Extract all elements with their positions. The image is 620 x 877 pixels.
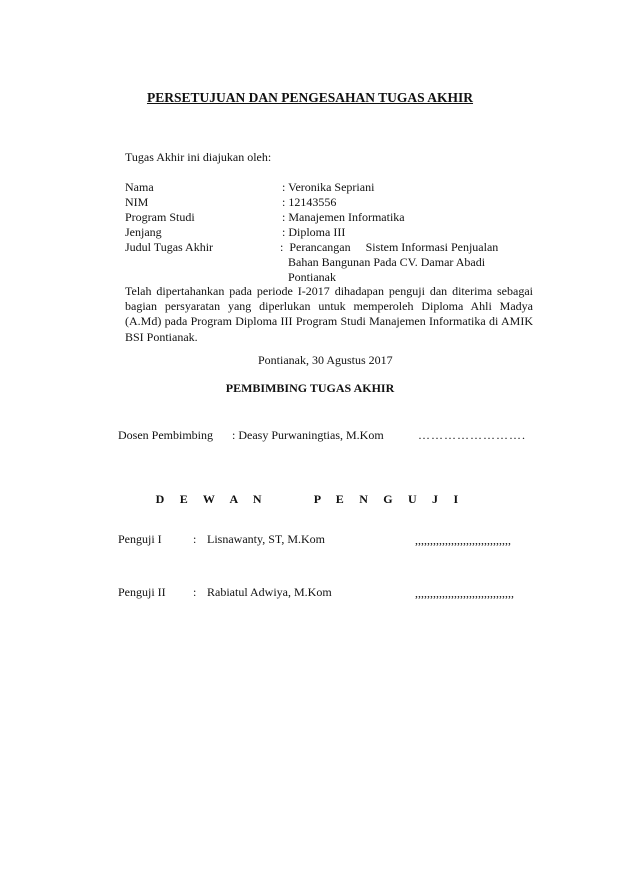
field-value-nim: : 12143556	[282, 195, 337, 209]
field-label-judul: Judul Tugas Akhir	[125, 240, 214, 254]
supervisor-heading: PEMBIMBING TUGAS AKHIR	[225, 381, 395, 395]
examiner-1-colon: :	[193, 532, 197, 546]
supervisor-name: : Deasy Purwaningtias, M.Kom	[232, 428, 384, 442]
supervisor-signature-line: …………………….	[418, 428, 526, 442]
date-line: Pontianak, 30 Agustus 2017	[258, 353, 393, 367]
examiner-1-label: Penguji I	[118, 532, 162, 546]
intro-text: Tugas Akhir ini diajukan oleh:	[125, 150, 272, 164]
field-label-nama: Nama	[125, 180, 154, 194]
examiner-1-signature-line: ,,,,,,,,,,,,,,,,,,,,,,,,,,,,,,,,	[415, 533, 511, 547]
examiner-2-name: Rabiatul Adwiya, M.Kom	[207, 585, 332, 599]
examiner-2-colon: :	[193, 585, 197, 599]
field-value-nama: : Veronika Sepriani	[282, 180, 375, 194]
field-value-judul-line1: : Perancangan Sistem Informasi Penjualan	[280, 240, 499, 254]
field-value-judul-line2: Bahan Bangunan Pada CV. Damar Abadi	[288, 255, 486, 269]
field-value-judul-line3: Pontianak	[288, 270, 336, 284]
field-label-jenjang: Jenjang	[125, 225, 162, 239]
supervisor-label: Dosen Pembimbing	[118, 428, 213, 442]
field-label-nim: NIM	[125, 195, 149, 209]
field-label-program-studi: Program Studi	[125, 210, 195, 224]
examiner-2-label: Penguji II	[118, 585, 166, 599]
examiner-1-name: Lisnawanty, ST, M.Kom	[207, 532, 325, 546]
approval-paragraph: Telah dipertahankan pada periode I-2017 dihadapan penguji dan diterima sebagai bagian persyaratan yang diperlukan untuk memperoleh Diploma Ahli Madya (A.Md) pada Program Diploma III Program Studi Manajemen Informatika di AMIK BSI Pontianak.	[125, 284, 533, 344]
field-value-program-studi: : Manajemen Informatika	[282, 210, 405, 224]
examiners-heading: D E W A N P E N G U J I	[155, 492, 465, 506]
page-title: PERSETUJUAN DAN PENGESAHAN TUGAS AKHIR	[146, 90, 474, 105]
field-value-jenjang: : Diploma III	[282, 225, 346, 239]
examiner-2-signature-line: ,,,,,,,,,,,,,,,,,,,,,,,,,,,,,,,,,	[415, 586, 514, 600]
